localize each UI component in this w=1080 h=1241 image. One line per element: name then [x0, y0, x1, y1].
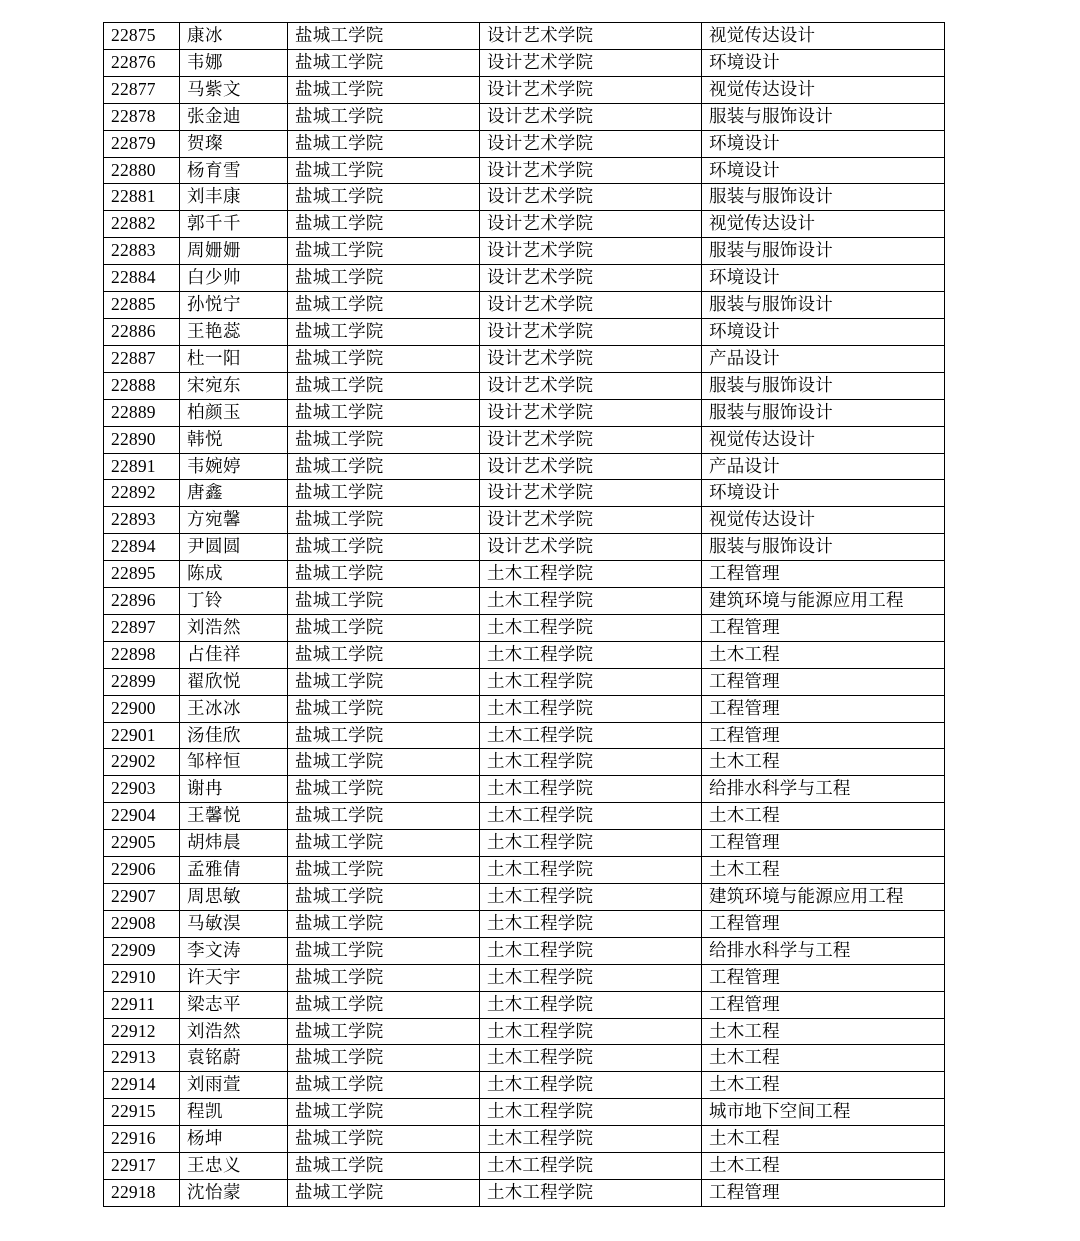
cell-university: 盐城工学院	[288, 345, 480, 372]
cell-university: 盐城工学院	[288, 776, 480, 803]
cell-name: 郭千千	[180, 211, 288, 238]
cell-college: 设计艺术学院	[480, 238, 702, 265]
cell-college: 设计艺术学院	[480, 103, 702, 130]
cell-college: 土木工程学院	[480, 884, 702, 911]
cell-name: 王冰冰	[180, 695, 288, 722]
table-row	[104, 23, 945, 50]
cell-college: 土木工程学院	[480, 1018, 702, 1045]
cell-id: 22915	[104, 1099, 180, 1126]
table-row	[104, 399, 945, 426]
cell-name: 沈怡蒙	[180, 1179, 288, 1206]
cell-name: 邹梓恒	[180, 749, 288, 776]
cell-university: 盐城工学院	[288, 184, 480, 211]
cell-college: 土木工程学院	[480, 614, 702, 641]
table-row	[104, 103, 945, 130]
cell-name: 刘浩然	[180, 614, 288, 641]
table-row	[104, 1072, 945, 1099]
cell-id: 22875	[104, 23, 180, 50]
cell-college: 设计艺术学院	[480, 76, 702, 103]
cell-id: 22882	[104, 211, 180, 238]
cell-name: 李文涛	[180, 937, 288, 964]
cell-university: 盐城工学院	[288, 588, 480, 615]
cell-id: 22898	[104, 641, 180, 668]
cell-college: 土木工程学院	[480, 749, 702, 776]
cell-major: 环境设计	[702, 480, 945, 507]
cell-name: 刘丰康	[180, 184, 288, 211]
cell-name: 袁铭蔚	[180, 1045, 288, 1072]
cell-college: 设计艺术学院	[480, 292, 702, 319]
cell-name: 张金迪	[180, 103, 288, 130]
cell-college: 土木工程学院	[480, 910, 702, 937]
cell-major: 服装与服饰设计	[702, 238, 945, 265]
table-row	[104, 130, 945, 157]
cell-name: 谢冉	[180, 776, 288, 803]
cell-university: 盐城工学院	[288, 318, 480, 345]
table-row	[104, 1045, 945, 1072]
cell-major: 服装与服饰设计	[702, 103, 945, 130]
cell-id: 22917	[104, 1153, 180, 1180]
cell-id: 22909	[104, 937, 180, 964]
cell-id: 22903	[104, 776, 180, 803]
cell-college: 设计艺术学院	[480, 318, 702, 345]
table-row	[104, 426, 945, 453]
table-row	[104, 238, 945, 265]
cell-id: 22889	[104, 399, 180, 426]
cell-college: 设计艺术学院	[480, 345, 702, 372]
cell-major: 产品设计	[702, 345, 945, 372]
cell-name: 韦婉婷	[180, 453, 288, 480]
cell-major: 环境设计	[702, 49, 945, 76]
table-row	[104, 534, 945, 561]
table-row	[104, 964, 945, 991]
table-row	[104, 184, 945, 211]
cell-name: 韩悦	[180, 426, 288, 453]
table-row	[104, 749, 945, 776]
cell-name: 程凯	[180, 1099, 288, 1126]
cell-university: 盐城工学院	[288, 561, 480, 588]
cell-name: 汤佳欣	[180, 722, 288, 749]
table-row	[104, 857, 945, 884]
cell-id: 22906	[104, 857, 180, 884]
table-row	[104, 1126, 945, 1153]
cell-college: 设计艺术学院	[480, 480, 702, 507]
cell-id: 22895	[104, 561, 180, 588]
cell-college: 土木工程学院	[480, 1153, 702, 1180]
cell-major: 给排水科学与工程	[702, 776, 945, 803]
cell-university: 盐城工学院	[288, 1018, 480, 1045]
cell-id: 22879	[104, 130, 180, 157]
cell-university: 盐城工学院	[288, 722, 480, 749]
cell-id: 22876	[104, 49, 180, 76]
cell-university: 盐城工学院	[288, 884, 480, 911]
cell-college: 土木工程学院	[480, 668, 702, 695]
cell-id: 22908	[104, 910, 180, 937]
cell-name: 杨坤	[180, 1126, 288, 1153]
cell-university: 盐城工学院	[288, 265, 480, 292]
cell-college: 土木工程学院	[480, 857, 702, 884]
cell-name: 孙悦宁	[180, 292, 288, 319]
cell-name: 孟雅倩	[180, 857, 288, 884]
cell-id: 22907	[104, 884, 180, 911]
cell-university: 盐城工学院	[288, 695, 480, 722]
table-row	[104, 561, 945, 588]
cell-university: 盐城工学院	[288, 1126, 480, 1153]
table-row	[104, 803, 945, 830]
cell-id: 22911	[104, 991, 180, 1018]
cell-college: 设计艺术学院	[480, 399, 702, 426]
cell-id: 22912	[104, 1018, 180, 1045]
cell-major: 土木工程	[702, 857, 945, 884]
cell-college: 设计艺术学院	[480, 211, 702, 238]
cell-major: 视觉传达设计	[702, 426, 945, 453]
cell-name: 白少帅	[180, 265, 288, 292]
cell-name: 周姗姗	[180, 238, 288, 265]
cell-name: 翟欣悦	[180, 668, 288, 695]
cell-major: 环境设计	[702, 157, 945, 184]
cell-major: 服装与服饰设计	[702, 372, 945, 399]
cell-college: 设计艺术学院	[480, 130, 702, 157]
cell-university: 盐城工学院	[288, 103, 480, 130]
cell-college: 土木工程学院	[480, 1045, 702, 1072]
cell-name: 梁志平	[180, 991, 288, 1018]
cell-college: 土木工程学院	[480, 1126, 702, 1153]
table-row	[104, 1018, 945, 1045]
table-row	[104, 1179, 945, 1206]
cell-major: 工程管理	[702, 830, 945, 857]
table-row	[104, 157, 945, 184]
cell-id: 22902	[104, 749, 180, 776]
cell-id: 22878	[104, 103, 180, 130]
cell-name: 贺璨	[180, 130, 288, 157]
cell-college: 土木工程学院	[480, 803, 702, 830]
cell-name: 周思敏	[180, 884, 288, 911]
cell-major: 环境设计	[702, 130, 945, 157]
cell-id: 22888	[104, 372, 180, 399]
cell-university: 盐城工学院	[288, 964, 480, 991]
cell-major: 环境设计	[702, 318, 945, 345]
cell-id: 22905	[104, 830, 180, 857]
table-row	[104, 937, 945, 964]
cell-name: 柏颜玉	[180, 399, 288, 426]
cell-id: 22881	[104, 184, 180, 211]
cell-university: 盐城工学院	[288, 937, 480, 964]
cell-major: 工程管理	[702, 964, 945, 991]
cell-college: 设计艺术学院	[480, 426, 702, 453]
cell-id: 22918	[104, 1179, 180, 1206]
cell-college: 设计艺术学院	[480, 534, 702, 561]
cell-name: 占佳祥	[180, 641, 288, 668]
cell-major: 工程管理	[702, 991, 945, 1018]
cell-college: 土木工程学院	[480, 588, 702, 615]
cell-major: 土木工程	[702, 1126, 945, 1153]
cell-college: 设计艺术学院	[480, 49, 702, 76]
table-row	[104, 49, 945, 76]
cell-name: 许天宇	[180, 964, 288, 991]
cell-id: 22886	[104, 318, 180, 345]
cell-major: 土木工程	[702, 641, 945, 668]
cell-id: 22901	[104, 722, 180, 749]
cell-college: 土木工程学院	[480, 695, 702, 722]
cell-university: 盐城工学院	[288, 211, 480, 238]
cell-id: 22894	[104, 534, 180, 561]
cell-id: 22877	[104, 76, 180, 103]
cell-major: 服装与服饰设计	[702, 184, 945, 211]
table-row	[104, 910, 945, 937]
cell-name: 康冰	[180, 23, 288, 50]
table-row	[104, 318, 945, 345]
cell-name: 丁铃	[180, 588, 288, 615]
table-row	[104, 1099, 945, 1126]
cell-major: 土木工程	[702, 1153, 945, 1180]
cell-major: 工程管理	[702, 561, 945, 588]
cell-major: 视觉传达设计	[702, 211, 945, 238]
table-row	[104, 265, 945, 292]
cell-name: 杜一阳	[180, 345, 288, 372]
cell-name: 唐鑫	[180, 480, 288, 507]
cell-id: 22890	[104, 426, 180, 453]
cell-university: 盐城工学院	[288, 157, 480, 184]
cell-college: 土木工程学院	[480, 830, 702, 857]
cell-id: 22913	[104, 1045, 180, 1072]
table-body	[104, 23, 945, 1207]
cell-id: 22891	[104, 453, 180, 480]
table-row	[104, 345, 945, 372]
cell-university: 盐城工学院	[288, 1099, 480, 1126]
cell-name: 马紫文	[180, 76, 288, 103]
table-row	[104, 830, 945, 857]
cell-college: 设计艺术学院	[480, 507, 702, 534]
cell-major: 视觉传达设计	[702, 507, 945, 534]
table-row	[104, 695, 945, 722]
cell-university: 盐城工学院	[288, 614, 480, 641]
table-row	[104, 722, 945, 749]
cell-major: 给排水科学与工程	[702, 937, 945, 964]
cell-id: 22892	[104, 480, 180, 507]
cell-name: 刘浩然	[180, 1018, 288, 1045]
cell-id: 22914	[104, 1072, 180, 1099]
cell-university: 盐城工学院	[288, 803, 480, 830]
cell-college: 土木工程学院	[480, 1099, 702, 1126]
cell-university: 盐城工学院	[288, 507, 480, 534]
cell-college: 设计艺术学院	[480, 157, 702, 184]
table-row	[104, 211, 945, 238]
table-row	[104, 372, 945, 399]
cell-college: 设计艺术学院	[480, 184, 702, 211]
cell-name: 刘雨萱	[180, 1072, 288, 1099]
cell-major: 建筑环境与能源应用工程	[702, 884, 945, 911]
cell-major: 工程管理	[702, 695, 945, 722]
cell-university: 盐城工学院	[288, 857, 480, 884]
cell-name: 王忠义	[180, 1153, 288, 1180]
cell-university: 盐城工学院	[288, 668, 480, 695]
table-row	[104, 588, 945, 615]
cell-college: 设计艺术学院	[480, 453, 702, 480]
cell-college: 土木工程学院	[480, 776, 702, 803]
cell-id: 22896	[104, 588, 180, 615]
table-row	[104, 884, 945, 911]
table-row	[104, 1153, 945, 1180]
cell-university: 盐城工学院	[288, 76, 480, 103]
cell-name: 胡炜晨	[180, 830, 288, 857]
cell-major: 土木工程	[702, 1018, 945, 1045]
table-row	[104, 641, 945, 668]
table-row	[104, 776, 945, 803]
cell-name: 韦娜	[180, 49, 288, 76]
cell-major: 工程管理	[702, 1179, 945, 1206]
cell-university: 盐城工学院	[288, 292, 480, 319]
cell-major: 环境设计	[702, 265, 945, 292]
cell-university: 盐城工学院	[288, 910, 480, 937]
cell-major: 服装与服饰设计	[702, 292, 945, 319]
cell-major: 服装与服饰设计	[702, 534, 945, 561]
cell-id: 22900	[104, 695, 180, 722]
cell-university: 盐城工学院	[288, 1179, 480, 1206]
cell-university: 盐城工学院	[288, 49, 480, 76]
cell-college: 土木工程学院	[480, 561, 702, 588]
cell-id: 22885	[104, 292, 180, 319]
cell-id: 22910	[104, 964, 180, 991]
table-row	[104, 453, 945, 480]
cell-college: 土木工程学院	[480, 722, 702, 749]
cell-college: 土木工程学院	[480, 641, 702, 668]
cell-university: 盐城工学院	[288, 23, 480, 50]
cell-major: 工程管理	[702, 722, 945, 749]
cell-id: 22904	[104, 803, 180, 830]
cell-major: 土木工程	[702, 749, 945, 776]
cell-university: 盐城工学院	[288, 399, 480, 426]
cell-major: 工程管理	[702, 668, 945, 695]
cell-id: 22887	[104, 345, 180, 372]
cell-name: 尹圆圆	[180, 534, 288, 561]
cell-college: 设计艺术学院	[480, 23, 702, 50]
cell-university: 盐城工学院	[288, 1153, 480, 1180]
cell-id: 22883	[104, 238, 180, 265]
cell-university: 盐城工学院	[288, 130, 480, 157]
table-row	[104, 292, 945, 319]
cell-id: 22899	[104, 668, 180, 695]
cell-name: 宋宛东	[180, 372, 288, 399]
cell-id: 22897	[104, 614, 180, 641]
cell-major: 工程管理	[702, 614, 945, 641]
table-row	[104, 76, 945, 103]
cell-major: 视觉传达设计	[702, 23, 945, 50]
cell-major: 土木工程	[702, 803, 945, 830]
cell-name: 方宛馨	[180, 507, 288, 534]
cell-id: 22893	[104, 507, 180, 534]
table-row	[104, 507, 945, 534]
table-row	[104, 668, 945, 695]
cell-university: 盐城工学院	[288, 426, 480, 453]
cell-university: 盐城工学院	[288, 991, 480, 1018]
cell-name: 马敏淏	[180, 910, 288, 937]
cell-college: 土木工程学院	[480, 1072, 702, 1099]
cell-college: 设计艺术学院	[480, 372, 702, 399]
cell-university: 盐城工学院	[288, 641, 480, 668]
cell-major: 建筑环境与能源应用工程	[702, 588, 945, 615]
table-row	[104, 614, 945, 641]
cell-name: 杨育雪	[180, 157, 288, 184]
cell-university: 盐城工学院	[288, 534, 480, 561]
cell-university: 盐城工学院	[288, 238, 480, 265]
cell-name: 王馨悦	[180, 803, 288, 830]
cell-college: 设计艺术学院	[480, 265, 702, 292]
cell-major: 产品设计	[702, 453, 945, 480]
cell-university: 盐城工学院	[288, 480, 480, 507]
cell-id: 22880	[104, 157, 180, 184]
cell-college: 土木工程学院	[480, 991, 702, 1018]
cell-name: 陈成	[180, 561, 288, 588]
cell-university: 盐城工学院	[288, 830, 480, 857]
cell-college: 土木工程学院	[480, 937, 702, 964]
table-row	[104, 480, 945, 507]
cell-university: 盐城工学院	[288, 453, 480, 480]
cell-id: 22884	[104, 265, 180, 292]
cell-major: 土木工程	[702, 1072, 945, 1099]
cell-university: 盐城工学院	[288, 749, 480, 776]
cell-id: 22916	[104, 1126, 180, 1153]
student-roster-table	[103, 22, 945, 1207]
table-row	[104, 991, 945, 1018]
cell-major: 视觉传达设计	[702, 76, 945, 103]
cell-university: 盐城工学院	[288, 1045, 480, 1072]
cell-college: 土木工程学院	[480, 964, 702, 991]
cell-university: 盐城工学院	[288, 1072, 480, 1099]
cell-name: 王艳蕊	[180, 318, 288, 345]
cell-university: 盐城工学院	[288, 372, 480, 399]
cell-major: 土木工程	[702, 1045, 945, 1072]
cell-major: 工程管理	[702, 910, 945, 937]
cell-college: 土木工程学院	[480, 1179, 702, 1206]
cell-major: 服装与服饰设计	[702, 399, 945, 426]
cell-major: 城市地下空间工程	[702, 1099, 945, 1126]
